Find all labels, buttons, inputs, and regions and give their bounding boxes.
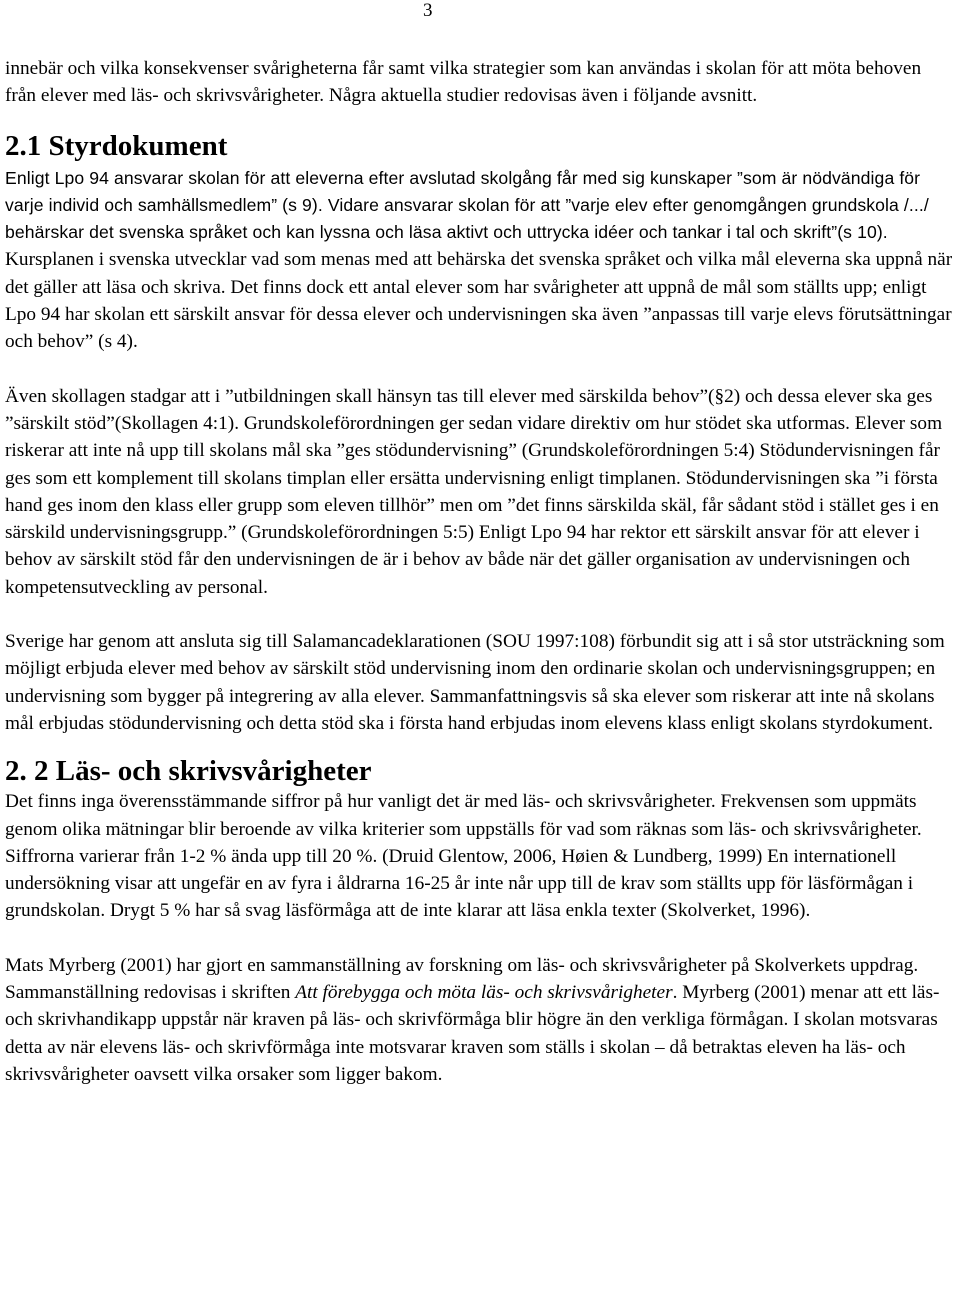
section-heading-2-1: 2.1 Styrdokument (5, 129, 228, 162)
styrdokument-paragraph-1-serif-text: Kursplanen i svenska utvecklar vad som menas med att behärska det svenska språket och vilka mål eleverna ska uppnå när det gäller att läsa och skriva. Det finns dock ett antal elever som har svårigheter att uppnå de mål som ställts upp; enligt Lpo 94 har skolan ett särskilt ansvar för dessa elever och undervisningen ska även ”anpassas till varje elevs förutsättningar och behov” (s 4). (5, 249, 953, 353)
las-skriv-paragraph-2-part-a: Mats Myrberg (2001) har gjort en sammanställning av forskning om läs- och skrivsvårigheter på Skolverkets uppdrag. Sammanställning redovisas i skriften (5, 954, 919, 1004)
page-content (5, 55, 955, 1088)
styrdokument-paragraph-1 (5, 165, 955, 356)
styrdokument-paragraph-1-sans-text: Enligt Lpo 94 ansvarar skolan för att eleverna efter avslutad skolgång får med sig kunskaper ”som är nödvändiga för varje individ och samhällsmedlem” (s 9). Vidare ansvarar skolan för att ”varje elev efter genomgången grundskola /.../ behärskar det svenska språket och kan lyssna och läsa aktivt och uttrycka idéer och tankar i tal och skrift”(s 10). (5, 167, 929, 243)
section-heading-2-2: 2. 2 Läs- och skrivsvårigheter (5, 755, 372, 788)
las-skriv-paragraph-1: Det finns inga överensstämmande siffror på hur vanligt det är med läs- och skrivsvårigheter. Frekvensen som uppmäts genom olika mätningar blir beroende av vilka kriterier som uppställs för vad som räknas som läs- och skrivsvårigheter. Siffrorna varierar från 1-2 % ända upp till 20 %. (Druid Glentow, 2006, Høien & Lundberg, 1999) En internationell undersökning visar att ungefär en av fyra i åldrarna 16-25 år inte når upp till de krav som ställts upp för läsförmågan i grundskolan. Drygt 5 % har så svag läsförmåga att de inte klarar att läsa enkla texter (Skolverket, 1996). (5, 791, 922, 922)
publication-title: Att förebygga och möta läs- och skrivsvårigheter (295, 982, 673, 1004)
page-number: 3 (423, 0, 433, 21)
styrdokument-paragraph-2: Även skollagen stadgar att i ”utbildningen skall hänsyn tas till elever med särskilda behov”(§2) och dessa elever ska ges ”särskilt stöd”(Skollagen 4:1). Grundskoleförordningen ger sedan vidare direktiv om hur stödet ska utformas. Elever som riskerar att inte nå upp till skolans mål ska ”ges stödundervisning” (Grundskoleförordningen 5:4) Stödundervisningen får ges som ett komplement till skolans timplan eller ersätta undervisning enligt timplanen. Stödundervisningen ska ”i första hand ges inom den klass eller grupp som eleven tillhör” men om ”det finns särskilda skäl, får sådant stöd i stället ges i en särskild undervisningsgrupp.” (Grundskoleförordningen 5:5) Enligt Lpo 94 har rektor ett särskilt ansvar för att elever i behov av särskilt stöd får den undervisningen de är i behov av både när det gäller organisation av undervisningen och kompetensutveckling av personal. (5, 385, 943, 598)
styrdokument-paragraph-3: Sverige har genom att ansluta sig till Salamancadeklarationen (SOU 1997:108) förbundit sig att i så stor utsträckning som möjligt erbjuda elever med behov av särskilt stöd undervisning inom den ordinarie skolan och undervisningsgruppen; en undervisning som bygger på integrering av alla elever. Sammanfattningsvis så ska elever som riskerar att inte nå skolans mål erbjudas stödundervisning och detta stöd ska i första hand erbjudas inom elevens klass enligt skolans styrdokument. (5, 631, 945, 734)
intro-paragraph: innebär och vilka konsekvenser svårigheterna får samt vilka strategier som kan användas i skolan för att möta behoven från elever med läs- och skrivsvårigheter. Några aktuella studier redovisas även i följande avsnitt. (5, 58, 922, 107)
las-skriv-paragraph-2-part-b: . Myrberg (2001) menar att ett läs- och skrivhandikapp uppstår när kraven på läs- och skrivförmåga blir högre än den verkliga förmågan. I skolan motsvaras detta av när elevens läs- och skrivförmåga inte motsvarar kraven som ställs i skolan – då betraktas eleven ha läs- och skrivsvårigheter oavsett vilka orsaker som ligger bakom. (5, 982, 940, 1085)
las-skriv-paragraph-2 (5, 952, 955, 1088)
